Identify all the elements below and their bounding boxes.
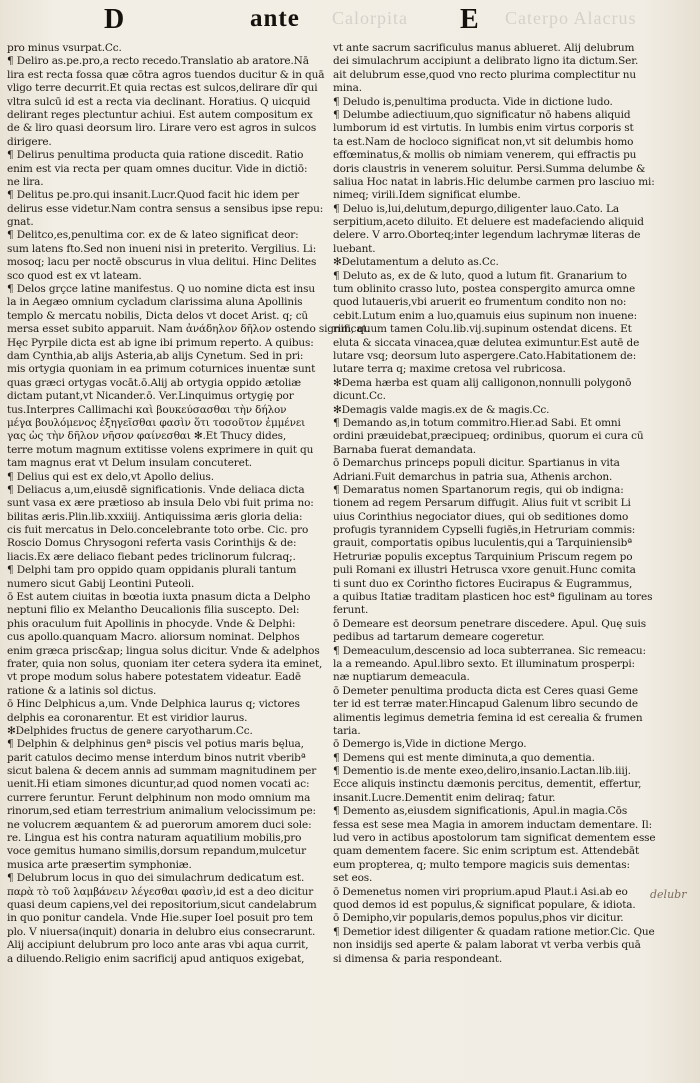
- text-line: non insidijs sed aperte & palam laborat vt verba verbis quā: [333, 939, 641, 952]
- text-line: tionem ad regem Persarum diffugit. Alius fuit vt scribit Li: [333, 497, 631, 510]
- text-line: sunt vasa ex ære prætioso ab insula Delo vbi fuit prima no:: [7, 497, 314, 510]
- text-line: γας ὡς τὴν δῆλον νῆσον φαίνεσθαι ✻.Et Thucy dides,: [7, 430, 287, 443]
- text-line: ō Demipho,vir popularis,demos populus,phos vir dicitur.: [333, 912, 624, 925]
- text-line: vt prope modum solus habere potestatem videatur. Eadē: [7, 671, 301, 684]
- text-line: ratione & a latinis sol dictus.: [7, 684, 157, 697]
- text-line: ne lira.: [7, 175, 44, 188]
- text-line: lutare vsq; deorsum luto aspergere.Cato.Habitationem de:: [333, 349, 637, 362]
- text-line: Roscio Domus Chrysogoni referta vasis Corinthijs & de:: [7, 537, 297, 550]
- right-text-column: [333, 42, 656, 966]
- bleed-through-text-left: Calorpita: [332, 8, 408, 28]
- text-line: set eos.: [333, 872, 373, 885]
- header-letter-left: D: [104, 4, 125, 35]
- text-line: insanit.Lucre.Dementit enim deliraq; fatur.: [333, 791, 556, 804]
- text-line: quas græci ortygas vocāt.ō.Alij ab ortygia oppido ætoliæ: [7, 376, 301, 389]
- text-line: quod lutaueris,vbi aruerit eo frumentum condito non no:: [333, 296, 627, 309]
- text-line: ō Demergo is,Vide in dictione Mergo.: [333, 738, 527, 751]
- text-line: grauit, comportatis opibus luculentis,qui a Tarquiniensibª: [333, 537, 632, 550]
- text-line: mersa esset subito apparuit. Nam ἀνάδηλον δῆλον ostendo significat.: [7, 323, 370, 336]
- text-line: ō Est autem ciuitas in bœotia iuxta pnasum dicta a Delpho: [7, 591, 311, 604]
- text-line: bilitas æris.Plin.lib.xxxiiij. Antiquissima æris gloria delia:: [7, 510, 303, 523]
- text-line: ti sunt duo ex Corintho fictores Eucirapus & Eugrammus,: [333, 577, 633, 590]
- text-line: ¶ Demetior idest diligenter & quadam ratione metior.Cic. Que: [333, 925, 655, 938]
- text-line: ¶ Deluto as, ex de & luto, quod a lutum fit. Granarium to: [333, 269, 627, 282]
- text-line: si dimensa & paria respondeant.: [333, 952, 503, 965]
- page-header: [0, 2, 700, 38]
- text-line: sco quod est ex vt lateam.: [7, 269, 142, 282]
- text-line: ✻Delutamentum a deluto as.Cc.: [333, 256, 499, 269]
- text-line: pro minus vsurpat.Cc.: [7, 42, 122, 54]
- text-line: delirus esse videtur.Nam contra sensus a sensibus ipse repu:: [7, 202, 324, 215]
- text-line: dirigere.: [7, 135, 52, 148]
- text-line: ¶ Deliro as.pe.pro,a recto recedo.Translatio ab aratore.Nā: [7, 55, 309, 68]
- text-line: frater, quia non solus, quoniam iter cetera sydera ita eminet,: [7, 657, 323, 670]
- text-line: effœminatus,& mollis ob nimiam venerem, qui effractis pu: [333, 149, 637, 162]
- text-line: enim est via recta per quam omnes ducitur. Vide in dictiō:: [7, 162, 308, 175]
- text-line: dicunt.Cc.: [333, 390, 386, 403]
- text-line: mosoq; lacu per noctē obscurus in vlua delitui. Hinc Delites: [7, 256, 317, 269]
- text-line: quod demos id est populus,& significat populare, & idiota.: [333, 899, 636, 911]
- text-line: tus.Interpres Callimachi καὶ βουκεύσασθαι τὴν δήλον: [7, 403, 287, 416]
- text-line: ne volucrem æquantem & ad puerorum amorem duci sole:: [7, 818, 312, 831]
- text-line: uenit.Hi etiam simones dicuntur,ad quod nomen vocati ac:: [7, 778, 310, 791]
- text-line: currere feruntur. Ferunt delphinum non modo omnium ma: [7, 791, 311, 804]
- text-line: eluta & siccata vinacea,quæ delutea eximuntur.Est autē de: [333, 336, 640, 349]
- text-line: ait delubrum esse,quod vno recto plurima complectitur nu: [333, 68, 636, 81]
- text-line: næ nuptiarum demeacula.: [333, 671, 470, 684]
- text-line: rim, quum tamen Colu.lib.vij.supinum ostendat dicens. Et: [333, 323, 632, 336]
- text-line: alimentis legimus demetria femina id est cerealia & frumen: [333, 711, 643, 724]
- text-line: dictam putant,vt Nicander.ō. Ver.Linquimus ortygię por: [7, 390, 294, 403]
- text-line: la in Aegæo omnium cycladum clarissima aluna Apollinis: [7, 296, 303, 309]
- text-line: ō Hinc Delphicus a,um. Vnde Delphica laurus q; victores: [7, 698, 300, 711]
- text-line: profugis tyrannidem Cypselli fugiēs,in Hetruriam commis:: [333, 524, 636, 537]
- text-line: nimeq; virili.Idem significat elumbe.: [333, 189, 521, 202]
- text-line: rinorum,sed etiam terrestrium animalium velocissimum pe:: [7, 805, 316, 818]
- text-line: ferunt.: [333, 604, 369, 617]
- text-line: liacis.Ex ære deliaco fiebant pedes triclinorum fulcraq;.: [7, 550, 296, 563]
- text-line: delere. V arro.Oborteq;inter legendum lachrymæ literas de: [333, 229, 641, 242]
- text-line: ¶ Demeaculum,descensio ad loca subterranea. Sic remeacu:: [333, 644, 646, 657]
- text-line: tum oblinito crasso luto, postea conspergito amurca omne: [333, 283, 636, 296]
- text-line: lira est recta fossa quæ cōtra agros tuendos ducitur & in quā: [7, 68, 325, 81]
- text-line: ¶ Demaratus nomen Spartanorum regis, qui ob indigna:: [333, 483, 624, 496]
- text-line: puli Romani ex illustri Hetrusca vxore genuit.Hunc comita: [333, 564, 636, 577]
- text-line: eum propterea, q; multo tempore magicis suis dementas:: [333, 858, 630, 871]
- text-line: phis oraculum fuit Apollinis in phocyde. Vnde & Delphi:: [7, 617, 296, 630]
- text-line: terre motum magnum extitisse volens exprimere in quit qu: [7, 443, 314, 456]
- text-line: neptuni filio ex Melantho Deucalionis filia suscepto. Del:: [7, 604, 300, 617]
- text-line: ¶ Delitco,es,penultima cor. ex de & lateo significat deor:: [7, 229, 299, 242]
- text-line: ō Demenetus nomen viri proprium.apud Plaut.i Asi.ab eo: [333, 885, 628, 898]
- text-line: ¶ Delphin & delphinus genª piscis vel potius maris bęlua,: [7, 738, 304, 751]
- text-line: parit catulos decimo mense interdum binos nutrit vberibª: [7, 751, 306, 764]
- text-line: voce gemitus humano similis,dorsum repandum,mulcetur: [7, 845, 306, 858]
- text-line: plo. V niuersa(inquit) donaria in delubro eius consecrarunt.: [7, 925, 316, 938]
- handwritten-margin-note: delubr: [650, 888, 687, 901]
- text-line: ¶ Delubrum locus in quo dei simulachrum dedicatum est.: [7, 872, 305, 885]
- text-line: ¶ Demando as,in totum commitro.Hier.ad Sabi. Et omni: [333, 416, 621, 429]
- text-line: ¶ Deliacus a,um,eiusdē significationis. Vnde deliaca dicta: [7, 483, 305, 496]
- text-line: delphis ea coronarentur. Et est viridior laurus.: [7, 711, 248, 724]
- text-line: ¶ Delirus penultima producta quia ratione discedit. Ratio: [7, 149, 304, 162]
- text-line: ✻Dema hærba est quam alij calligonon,nonnulli polygonō: [333, 376, 632, 389]
- text-line: ¶ Demento as,eiusdem significationis, Apul.in magia.Cōs: [333, 805, 628, 818]
- text-line: lud vero in actibus apostolorum tam significat dementem esse: [333, 832, 656, 845]
- text-line: Hetruriæ populis exceptus Tarquinium Priscum regem po: [333, 550, 633, 563]
- text-line: ¶ Delphi tam pro oppido quam oppidanis plurali tantum: [7, 564, 297, 577]
- text-line: Barnaba fuerat demandata.: [333, 443, 476, 456]
- text-line: musica arte præsertim symphoniæ.: [7, 858, 192, 871]
- header-letter-right: E: [460, 4, 479, 35]
- text-line: ta est.Nam de hocloco significat non,vt sit delumbis homo: [333, 135, 634, 148]
- text-line: a diluendo.Religio enim sacrificij apud antiquos exigebat,: [7, 952, 305, 965]
- text-line: tam magnus erat vt Delum insulam concuteret.: [7, 457, 252, 470]
- text-line: templo & mercatu nobilis, Dicta delos vt docet Arist. q; cū: [7, 309, 309, 322]
- text-line: ordini præuidebat,præcipueq; ordinibus, quorum ei cura cū: [333, 430, 644, 443]
- bleed-through-text-right: Caterpo Alacrus: [505, 8, 637, 28]
- text-line: cus apollo.quanquam Macro. aliorsum nominat. Delphos: [7, 631, 300, 644]
- text-line: mina.: [333, 82, 362, 95]
- text-line: μέγα βουλόμενος ἐξηγεῖσθαι φασὶν ὅτι τοσοῦτον ἐμμένει: [7, 416, 306, 429]
- text-line: Ecce aliquis instinctu dæmonis percitus, dementit, effertur,: [333, 778, 642, 791]
- text-line: ¶ Delumbe adiectiuum,quo significatur nō habens aliquid: [333, 108, 631, 121]
- text-line: dei simulachrum accipiunt a delibrato ligno ita dictum.Ser.: [333, 55, 639, 68]
- text-line: Alij accipiunt delubrum pro loco ante aras vbi aqua currit,: [7, 939, 309, 952]
- text-line: ō Demeare est deorsum penetrare discedere. Apul. Quę suis: [333, 617, 646, 630]
- text-line: ¶ Deluo is,lui,delutum,depurgo,diligenter lauo.Cato. La: [333, 202, 619, 215]
- text-line: re. Lingua est his contra naturam aquatilium mobilis,pro: [7, 832, 302, 845]
- text-line: ¶ Dementio is.de mente exeo,deliro,insanio.Lactan.lib.iiij.: [333, 765, 631, 778]
- text-line: enim græca prisc&ap; lingua solus dicitur. Vnde & adelphos: [7, 644, 320, 657]
- text-line: ¶ Delos grçce latine manifestus. Q uo nomine dicta est insu: [7, 283, 315, 296]
- text-line: quam dementem facere. Sic enim scriptum est. Attendebāt: [333, 845, 640, 858]
- text-line: ter id est terræ mater.Hincapud Galenum libro secundo de: [333, 698, 638, 711]
- text-line: ✻Demagis valde magis.ex de & magis.Cc.: [333, 403, 550, 416]
- text-line: ¶ Delius qui est ex delo,vt Apollo delius.: [7, 470, 214, 483]
- text-line: doris claustris in venerem soluitur. Persi.Summa delumbe &: [333, 162, 646, 175]
- text-line: uius Corinthius negociator diues, qui ob seditiones domo: [333, 510, 629, 523]
- text-line: numero sicut Gabij Leontini Puteoli.: [7, 577, 195, 590]
- text-line: Hęc Pyrpile dicta est ab igne ibi primum reperto. A quibus:: [7, 336, 314, 349]
- text-line: ō Demeter penultima producta dicta est Ceres quasi Geme: [333, 684, 638, 697]
- text-line: Adriani.Fuit demarchus in patria sua, Athenis archon.: [333, 470, 613, 483]
- text-line: serpitium,aceto diluito. Et deluere est madefaciendo aliquid: [333, 216, 644, 229]
- text-line: ✻Delphides fructus de genere caryotharum.Cc.: [7, 724, 253, 737]
- text-line: la a remeando. Apul.libro sexto. Et illuminatum prosperpi:: [333, 657, 635, 670]
- text-line: taria.: [333, 724, 361, 737]
- text-line: fessa est sese mea Magia in amorem inductam dementare. Il:: [333, 818, 653, 831]
- text-line: ō Demarchus princeps populi dicitur. Spartianus in vita: [333, 457, 620, 470]
- text-line: sum latens fto.Sed non inueni nisi in preterito. Vergilius. Li:: [7, 242, 317, 255]
- text-line: quasi deum capiens,vel dei repositorium,sicut candelabrum: [7, 899, 317, 911]
- text-line: a quibus Itatiæ traditam plasticen hoc estª figulinam au tores: [333, 591, 653, 604]
- text-line: παρὰ τὸ τοῦ λαμβάνειν λέγεσθαι φασὶν,id est a deo dicitur: [7, 885, 314, 898]
- text-line: ¶ Demens qui est mente diminuta,a quo dementia.: [333, 751, 595, 764]
- text-line: vligo terre decurrit.Et quia rectas est sulcos,delirare dīr qui: [7, 82, 318, 95]
- text-line: vt ante sacrum sacrificulus manus ablueret. Alij delubrum: [333, 42, 635, 54]
- text-line: lumborum id est virtutis. In lumbis enim virtus corporis st: [333, 122, 634, 135]
- text-line: ¶ Deludo is,penultima producta. Vide in dictione ludo.: [333, 95, 613, 108]
- text-line: in quo ponitur candela. Vnde Hie.super Ioel posuit pro tem: [7, 912, 313, 925]
- text-line: dam Cynthia,ab alijs Asteria,ab alijs Cynetum. Sed in pri:: [7, 349, 304, 362]
- text-line: vltra sulcū id est a recta via declinant. Horatius. Q uicquid: [7, 95, 311, 108]
- text-line: sicut balena & decem annis ad summam magnitudinem per: [7, 765, 317, 778]
- text-line: pedibus ad tartarum demeare cogeretur.: [333, 631, 545, 644]
- header-catchword: ante: [250, 5, 300, 32]
- text-line: gnat.: [7, 216, 34, 229]
- text-line: cis fuit mercatus in Delo.concelebrante toto orbe. Cic. pro: [7, 524, 309, 537]
- text-line: mis ortygia quoniam in ea primum coturnices inuentæ sunt: [7, 363, 316, 376]
- text-line: saliua Hoc natat in labris.Hic delumbe carmen pro lasciuo mi:: [333, 175, 655, 188]
- text-line: lutare terra q; maxime cretosa vel rubricosa.: [333, 363, 566, 376]
- text-line: ¶ Delitus pe.pro.qui insanit.Lucr.Quod facit hic idem per: [7, 189, 300, 202]
- text-line: delirant reges plectuntur achiui. Est autem compositum ex: [7, 108, 313, 121]
- text-line: cebit.Lutum enim a luo,quamuis eius supinum non inuene:: [333, 309, 637, 322]
- text-line: de & liro quasi deorsum liro. Lirare vero est agros in sulcos: [7, 122, 317, 135]
- text-line: luebant.: [333, 242, 376, 255]
